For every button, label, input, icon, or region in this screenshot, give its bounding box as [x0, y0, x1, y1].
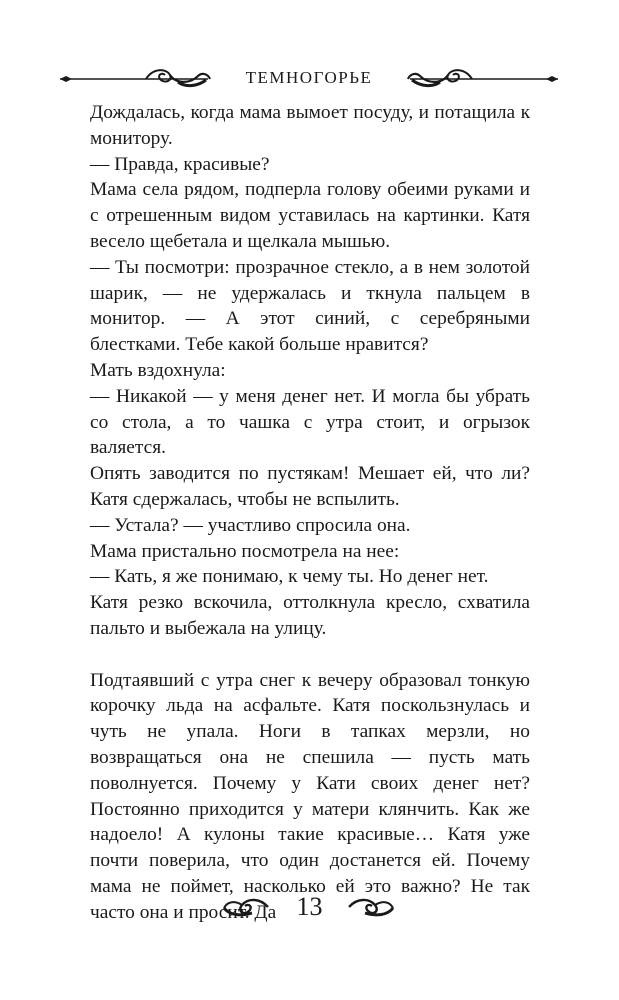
running-title: ТЕМНОГОРЬЕ	[245, 68, 373, 87]
right-flourish-icon	[347, 896, 395, 918]
paragraph: — Устала? — участливо спросила она.	[90, 514, 411, 536]
section-break	[90, 642, 530, 668]
paragraph: Катя резко вскочила, оттолкнула кресло, схватила пальто и выбежала на улицу.	[90, 592, 530, 639]
page-number: 13	[296, 892, 323, 921]
paragraph: Мама пристально посмотрела на нее:	[90, 540, 400, 562]
paragraph: Подтаявший с утра снег к вечеру образовал тонкую корочку льда на асфальте. Катя поскользнулась и чуть не упала. Ноги в тапках мерзли, но возвращаться она не спешила — пусть мать поволнуется. Почему у Кати своих денег нет? Постоянно приходится у матери клянчить. Как же надоело! А кулоны такие красивые… Катя уже почти поверила, что один достанется ей. Почему мама не поймет, насколько ей это важно? Не так часто она и просит. Да	[90, 669, 530, 923]
paragraph: — Никакой — у меня денег нет. И могла бы убрать со стола, а то чашка с утра стоит, и огрызок валяется.	[90, 385, 530, 459]
running-header	[58, 62, 560, 92]
paragraph: Мать вздохнула:	[90, 359, 226, 381]
page-footer	[0, 890, 619, 926]
paragraph: — Правда, красивые?	[90, 153, 270, 175]
paragraph: Дождалась, когда мама вымоет посуду, и потащила к монитору.	[90, 102, 530, 149]
paragraph: — Ты посмотри: прозрачное стекло, а в нем золотой шарик, — не удержалась и ткнула пальцем в монитор. — А этот синий, с серебряными блестками. Тебе какой больше нравится?	[90, 256, 530, 356]
body-text	[90, 100, 530, 926]
paragraph: Опять заводится по пустякам! Мешает ей, что ли? Катя сдержалась, чтобы не вспылить.	[90, 463, 530, 510]
paragraph: Мама села рядом, подперла голову обеими руками и с отрешенным видом уставилась на картинки. Катя весело щебетала и щелкала мышью.	[90, 179, 530, 252]
paragraph: — Кать, я же понимаю, к чему ты. Но денег нет.	[90, 566, 489, 588]
